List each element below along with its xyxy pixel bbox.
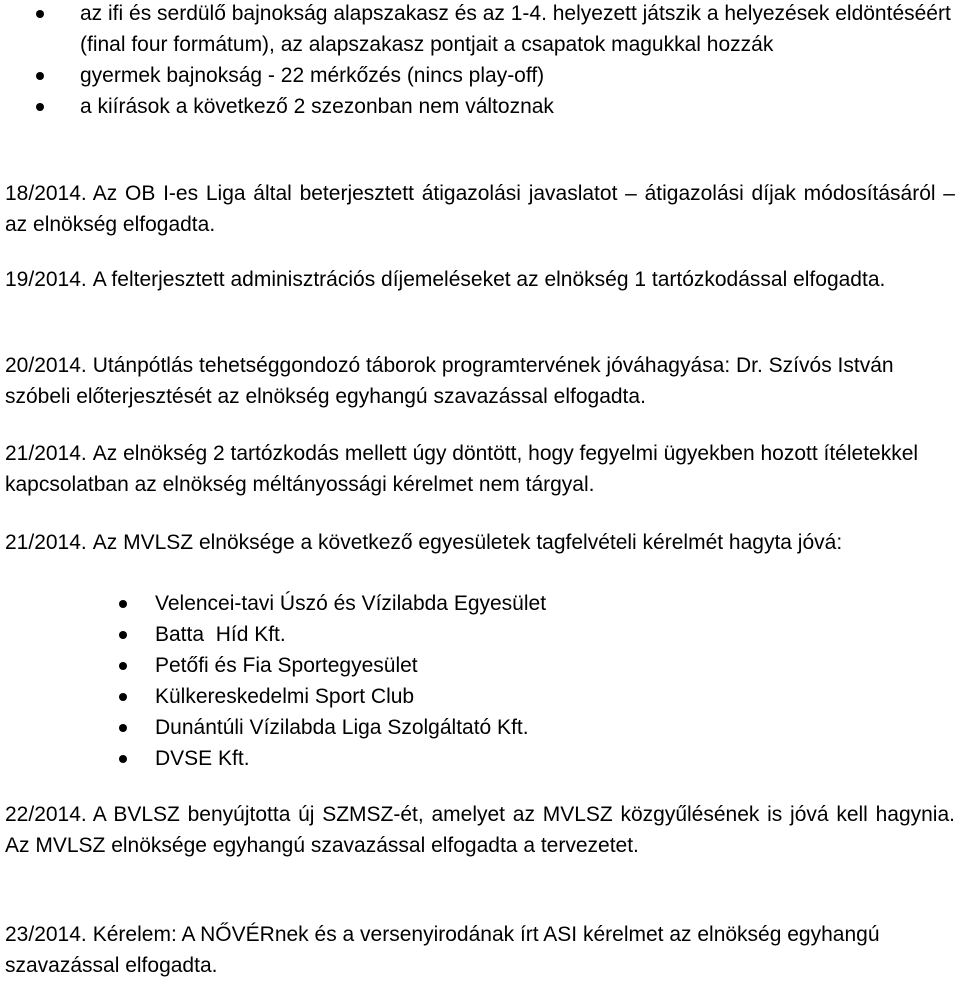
club-name: Külkereskedelmi Sport Club (155, 685, 415, 708)
decision-paragraph (5, 438, 955, 500)
decision-number: 19/2014. (5, 268, 87, 291)
club-name: Petőfi és Fia Sportegyesület (155, 654, 418, 677)
bullet-icon (36, 10, 44, 18)
decision-paragraph (5, 178, 955, 240)
bullet-icon (119, 600, 127, 608)
decision-text: A felterjesztett adminisztrációs díjemeléseket az elnökség 1 tartózkodással elfogadta. (92, 268, 886, 291)
decision-paragraph (5, 264, 955, 295)
bullet-icon (119, 724, 127, 732)
decision-number: 21/2014. (5, 442, 87, 465)
club-name: DVSE Kft. (155, 747, 250, 770)
bullet-icon (36, 72, 44, 80)
decision-number: 20/2014. (5, 354, 87, 377)
club-name: Dunántúli Vízilabda Liga Szolgáltató Kft. (155, 716, 529, 739)
approved-clubs-list (0, 588, 546, 774)
list-item (0, 712, 546, 743)
list-item-text: az ifi és serdülő bajnokság alapszakasz és az 1-4. helyezett játszik a helyezések eldöntéséért (final four formátum), az alapszakasz pontjait a csapatok magukkal hozzák (80, 2, 951, 56)
decision-number: 23/2014. (5, 923, 87, 946)
decision-number: 22/2014. (5, 803, 87, 826)
list-item (0, 60, 955, 91)
bullet-icon (119, 755, 127, 763)
decision-number: 18/2014. (5, 182, 87, 205)
decision-text: Az elnökség 2 tartózkodás mellett úgy döntött, hogy fegyelmi ügyekben hozott ítéletekkel kapcsolatban az elnökség méltányossági kérelmet nem tárgyal. (5, 442, 919, 496)
list-item (0, 91, 955, 122)
club-name: Velencei-tavi Úszó és Vízilabda Egyesület (155, 592, 547, 615)
decision-paragraph (5, 919, 955, 981)
list-item-text: a kiírások a következő 2 szezonban nem változnak (80, 95, 554, 118)
bullet-icon (36, 103, 44, 111)
list-item (0, 681, 546, 712)
decision-text: A BVLSZ benyújtotta új SZMSZ-ét, amelyet az MVLSZ közgyűlésének is jóvá kell hagynia. Az MVLSZ elnöksége egyhangú szavazással elfogadta a tervezetet. (5, 803, 955, 857)
bullet-icon (119, 631, 127, 639)
list-item (0, 619, 546, 650)
decision-text: Az MVLSZ elnöksége a következő egyesületek tagfelvételi kérelmét hagyta jóvá: (92, 531, 843, 554)
decision-text: Kérelem: A NŐVÉRnek és a versenyirodának írt ASI kérelmet az elnökség egyhangú szavazással elfogadta. (5, 923, 880, 977)
decision-text: Az OB I-es Liga által beterjesztett átigazolási javaslatot – átigazolási díjak módosításáról – az elnökség elfogadta. (5, 182, 955, 236)
list-item (0, 588, 546, 619)
club-name: Batta Híd Kft. (155, 623, 286, 646)
decision-text: Utánpótlás tehetséggondozó táborok programtervének jóváhagyása: Dr. Szívós István szóbeli előterjesztését az elnökség egyhangú szavazással elfogadta. (5, 354, 894, 408)
decision-number: 21/2014. (5, 531, 87, 554)
list-item (0, 743, 546, 774)
bullet-icon (119, 662, 127, 670)
decision-paragraph (5, 350, 955, 412)
decision-paragraph (5, 799, 955, 861)
bullet-icon (119, 693, 127, 701)
championship-rules-list (0, 0, 955, 122)
list-item-text: gyermek bajnokság - 22 mérkőzés (nincs play-off) (80, 64, 545, 87)
list-item (0, 650, 546, 681)
decision-paragraph (5, 527, 955, 558)
list-item (0, 0, 955, 60)
